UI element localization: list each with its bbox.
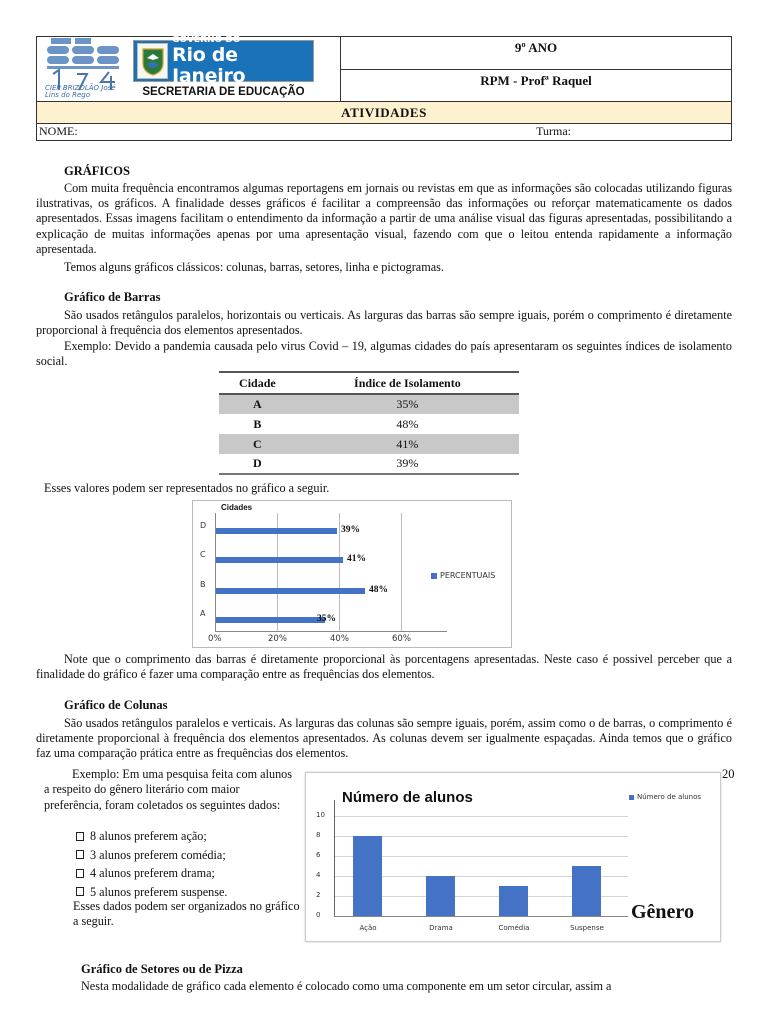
bar-label: 35%	[317, 614, 336, 624]
table-row	[219, 454, 519, 474]
section-title-pizza: Gráfico de Setores ou de Pizza	[81, 962, 243, 976]
bar-d	[216, 528, 337, 534]
bars-example: Exemplo: Devido a pandemia causada pelo virus Covid – 19, algumas cidades do país apresentaram os seguintes índices de isolamento social.	[36, 339, 732, 369]
table-cell: 41%	[296, 434, 519, 454]
table-cell: 48%	[396, 416, 419, 431]
bar-label: 48%	[369, 585, 388, 595]
columns-example: Exemplo: Em uma pesquisa feita com alunos a respeito do gênero literário com maior preferência, foram coletados os seguintes dados:	[44, 767, 292, 812]
grade-cell: 9º ANO	[514, 40, 558, 55]
bar-b	[216, 588, 365, 594]
class-field-label[interactable]: Turma:	[536, 124, 571, 138]
checkbox-icon	[76, 832, 84, 841]
bars-note: Note que o comprimento das barras é diretamente proporcional às porcentagens apresentadas. Neste caso é possivel perceber que a finalidade do gráfico é fazer uma comparação entre as frequências dos elementos.	[36, 652, 732, 682]
intro-paragraph: Com muita frequência encontramos algumas reportagens em jornais ou revistas em que as informações são colocadas utilizando figuras ilustrativas, os gráficos. A finalidade desses gráficos é facilitar a compreensão das informações ou reforçar matematicamente os dados apresentados. Essas imagens facilitam o entendimento da informação a partir de uma análise visual das figuras apresentadas, possibilitando a explicação de muitas informações apenas por uma apresentação visual, fazendo com que o leitou entenda rapidamente a informação apresentada.	[36, 181, 732, 256]
x-tick-label: Drama	[429, 924, 453, 932]
rj-crest-icon	[137, 43, 168, 79]
checkbox-icon	[76, 869, 84, 878]
legend-swatch-icon	[629, 795, 634, 800]
table-row	[219, 434, 519, 454]
y-tick-label: 6	[316, 851, 321, 859]
checkbox-icon	[76, 887, 84, 896]
chart-title: Cidades	[221, 503, 253, 512]
y-tick-label: C	[200, 550, 206, 559]
list-item: 3 alunos preferem comédia;	[76, 846, 227, 865]
x-tick-label: 20%	[268, 634, 287, 644]
x-tick-label: Suspense	[570, 924, 604, 932]
legend-label: Número de alunos	[637, 793, 702, 801]
x-tick-label: Ação	[359, 924, 377, 932]
legend-label: PERCENTUAIS	[440, 571, 496, 580]
legend-swatch-icon	[431, 573, 437, 579]
list-item: 4 alunos preferem drama;	[76, 864, 227, 883]
column-drama	[426, 876, 455, 916]
table-header: Índice de Isolamento	[296, 372, 519, 394]
secretaria-text: SECRETARIA DE EDUCAÇÃO	[142, 86, 305, 98]
bars-paragraph: São usados retângulos paralelos, horizontais ou verticais. As larguras das barras são sempre iguais, porém o comprimento é diretamente proporcional à frequência dos elementos apresentados.	[36, 308, 732, 338]
checkbox-icon	[76, 850, 84, 859]
table-cell: D	[219, 454, 296, 474]
column-suspense	[572, 866, 601, 916]
table-header: Cidade	[219, 372, 296, 394]
column-acao	[353, 836, 382, 916]
isolation-table	[219, 371, 519, 475]
bar-label: 41%	[347, 554, 366, 564]
column-comedia	[499, 886, 528, 916]
columns-paragraph: São usados retângulos paralelos e verticais. As larguras das colunas são sempre iguais, porém, assim como o de barras, o comprimento é diretamente proporcional à frequência dos elementos apresentados. As colunas devem ser igualmente espaçadas. Ainda temos que o gráfico faz uma comparação prática entre as frequências dos elementos.	[36, 716, 732, 761]
page-number: 20	[722, 767, 735, 781]
y-tick-label: D	[200, 521, 207, 530]
horizontal-bar-chart	[192, 500, 512, 648]
columns-after-text: Esses dados podem ser organizados no gráfico a seguir.	[73, 899, 300, 929]
x-tick-label: Comédia	[498, 924, 530, 932]
intro-paragraph-2: Temos alguns gráficos clássicos: colunas, barras, setores, linha e pictogramas.	[64, 260, 444, 274]
y-tick-label: 10	[316, 811, 325, 819]
table-cell: B	[253, 416, 262, 431]
section-title-graficos: GRÁFICOS	[64, 164, 130, 178]
y-tick-label: 8	[316, 831, 321, 839]
column-chart	[305, 772, 721, 942]
gov-rj-logo	[133, 35, 314, 98]
chart-legend	[629, 793, 701, 801]
table-row	[219, 414, 519, 434]
teacher-cell: RPM - Profª Raquel	[341, 69, 731, 102]
bar-label: 39%	[341, 525, 360, 535]
list-item: 8 alunos preferem ação;	[76, 827, 227, 846]
y-tick-label: 4	[316, 871, 321, 879]
document-header	[36, 36, 732, 141]
table-cell: 39%	[296, 454, 519, 474]
table-cell: C	[219, 434, 296, 454]
list-item: 5 alunos preferem suspense.	[76, 883, 227, 902]
x-tick-label: 40%	[330, 634, 349, 644]
ciep-logo	[43, 38, 125, 100]
ciep-logo-text: CIEP BRIZOLÃO José Lins do Rego	[45, 84, 116, 99]
x-axis-title: Gênero	[631, 901, 694, 923]
bar-a	[216, 617, 325, 623]
x-tick-label: 60%	[392, 634, 411, 644]
section-title-colunas: Gráfico de Colunas	[64, 698, 168, 712]
data-bullet-list	[76, 827, 227, 901]
gov-big-text: Rio de Janeiro	[172, 44, 246, 87]
gov-small-text: GOVERNO DO	[172, 35, 241, 45]
chart-title: Número de alunos	[342, 789, 473, 806]
logos-area	[37, 37, 341, 101]
table-row	[219, 394, 519, 414]
y-tick-label: B	[200, 580, 206, 589]
name-field-label[interactable]: NOME:	[39, 124, 78, 138]
y-tick-label: A	[200, 609, 206, 618]
y-tick-label: 2	[316, 891, 321, 899]
table-cell: 35%	[296, 394, 519, 414]
bar-c	[216, 557, 343, 563]
table-cell: A	[219, 394, 296, 414]
chart-legend	[431, 571, 495, 580]
y-tick-label: 0	[316, 911, 321, 919]
after-table-text: Esses valores podem ser representados no gráfico a seguir.	[44, 481, 330, 495]
pie-paragraph: Nesta modalidade de gráfico cada elemento é colocado como uma componente em um setor circular, assim a	[81, 979, 612, 993]
section-title-barras: Gráfico de Barras	[64, 290, 161, 304]
activities-banner: ATIVIDADES	[37, 102, 731, 124]
x-tick-label: 0%	[208, 634, 222, 644]
